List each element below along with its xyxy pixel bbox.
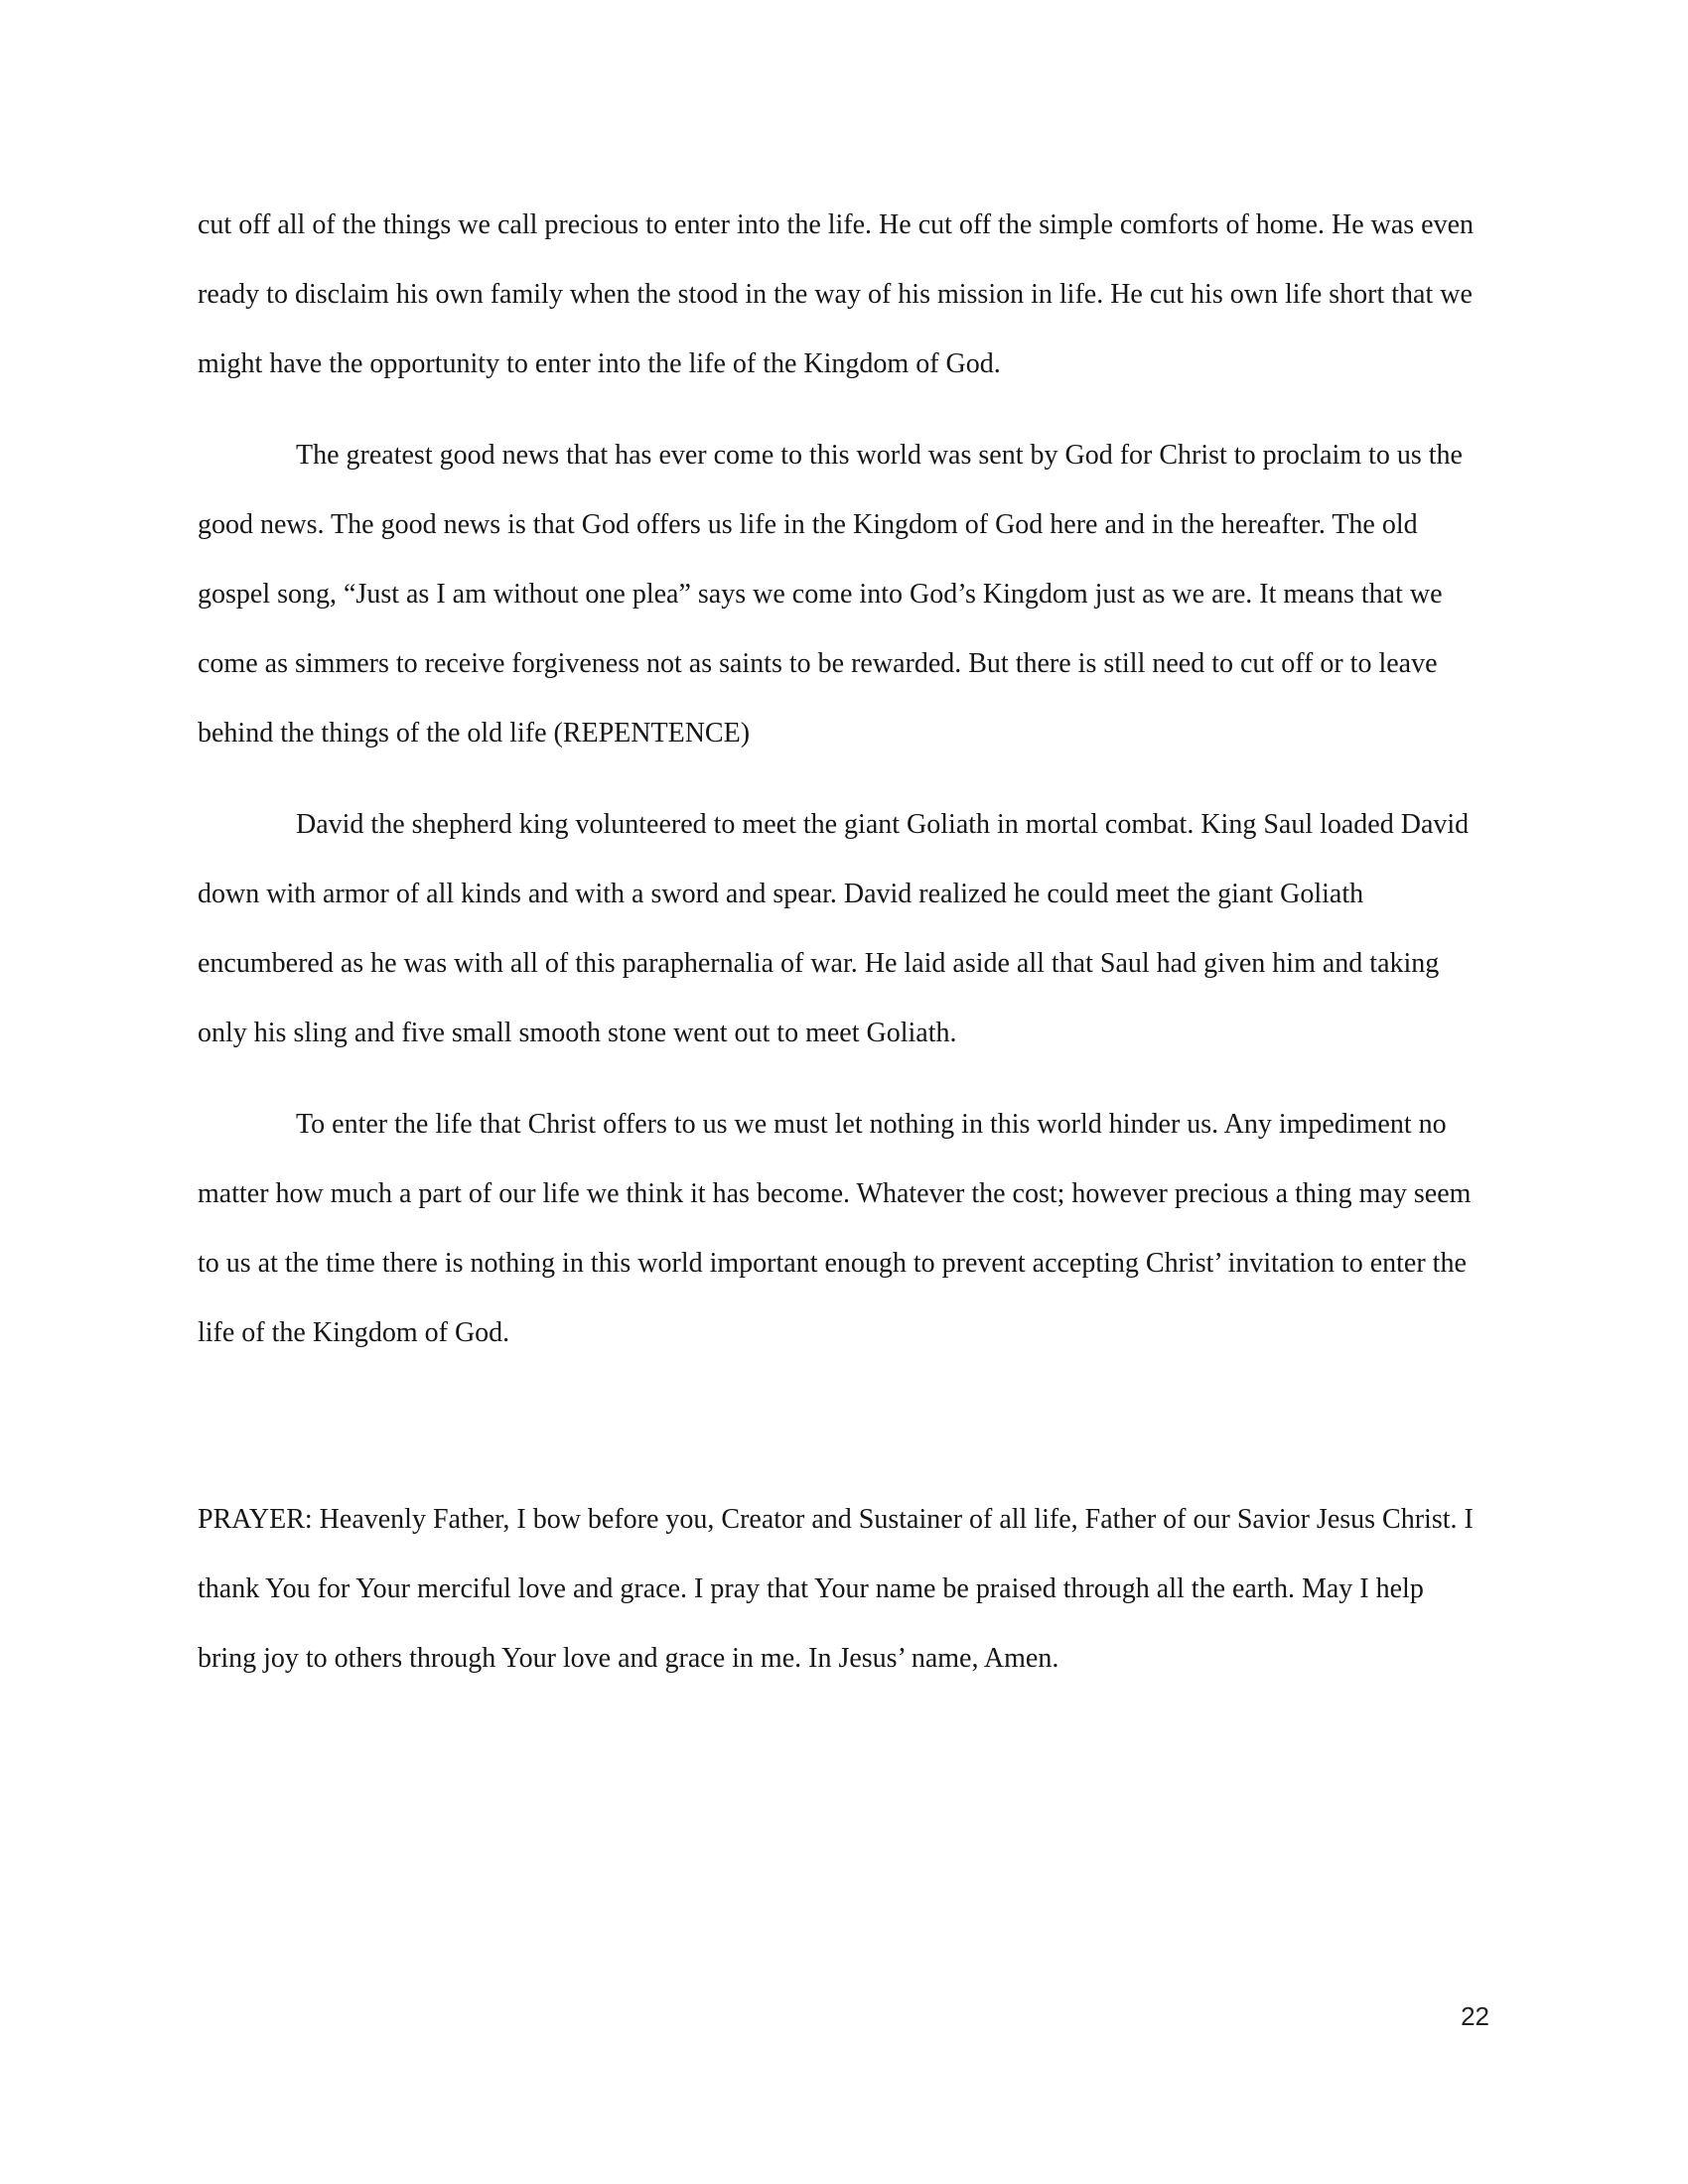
paragraph-david-goliath: David the shepherd king volunteered to meet the giant Goliath in mortal combat. King Saul loaded David down with armor of all kinds and with a sword and spear. David realized he could meet the giant Goliath encumbered as he was with all of this paraphernalia of war. He laid aside all that Saul had given him and taking only his sling and five small smooth stone went out to meet Goliath. [198, 809, 1470, 1048]
paragraph-good-news: The greatest good news that has ever come to this world was sent by God for Christ to proclaim to us the good news. The good news is that God offers us life in the Kingdom of God here and in the hereafter. The old gospel song, “Just as I am without one plea” says we come into God’s Kingdom just as we are. It means that we come as simmers to receive forgiveness not as saints to be rewarded. But there is still need to cut off or to leave behind the things of the old life (REPENTENCE) [198, 440, 1463, 749]
paragraph-continuation: cut off all of the things we call precious to enter into the life. He cut off the simple comforts of home. He was even ready to disclaim his own family when the stood in the way of his mission in life. He cut his own life short that we might have the opportunity to enter into the life of the Kingdom of God. [198, 209, 1475, 379]
document-body [198, 191, 1488, 1715]
prayer-paragraph: PRAYER: Heavenly Father, I bow before you, Creator and Sustainer of all life, Father of our Savior Jesus Christ. I thank You for Your merciful love and grace. I pray that Your name be praised through all the earth. May I help bring joy to others through Your love and grace in me. In Jesus’ name, Amen. [198, 1504, 1474, 1674]
paragraph-enter-life: To enter the life that Christ offers to us we must let nothing in this world hinder us. Any impediment no matter how much a part of our life we think it has become. Whatever the cost; however precious a thing may seem to us at the time there is nothing in this world important enough to prevent accepting Christ’ invitation to enter the life of the Kingdom of God. [198, 1109, 1472, 1348]
page-number: 22 [1461, 2001, 1489, 2031]
